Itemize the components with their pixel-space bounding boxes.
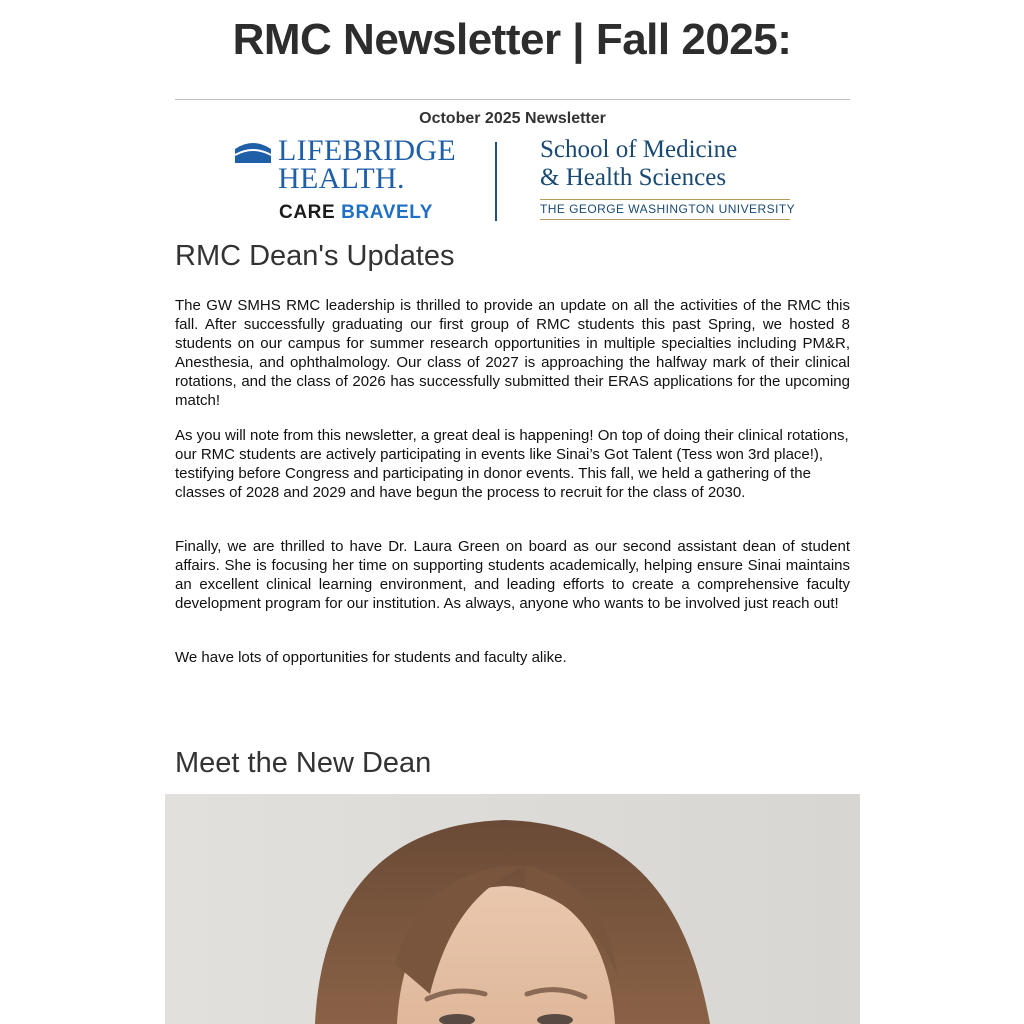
paragraph-opportunities: We have lots of opportunities for students and faculty alike.: [175, 649, 567, 666]
tagline-bravely: BRAVELY: [341, 202, 433, 223]
gw-logo-rule-top: [540, 199, 790, 200]
paragraph-activities: [175, 426, 850, 502]
section-heading-deans-updates: RMC Dean's Updates: [175, 240, 455, 272]
title-divider: [175, 99, 850, 100]
dean-portrait-image: [165, 794, 860, 1024]
new-dean-photo: [165, 794, 860, 1024]
paragraph-new-assistant-dean: Finally, we are thrilled to have Dr. Laura Green on board as our second assistant dean of student affairs. She is focusing her time on supporting students academically, helping ensure Sinai maintains an excellent clinical learning environment, and leading efforts to create a comprehensive faculty development program for our institution. As always, anyone who wants to be involved just reach out!: [175, 538, 850, 612]
section-heading-meet-new-dean: Meet the New Dean: [175, 747, 432, 779]
gw-university-name: THE GEORGE WASHINGTON UNIVERSITY: [540, 202, 796, 216]
lifebridge-tagline: [279, 201, 433, 225]
page-title: RMC Newsletter | Fall 2025:: [232, 15, 792, 64]
gw-logo-line1: School of Medicine: [540, 136, 738, 163]
paragraph-intro: The GW SMHS RMC leadership is thrilled to provide an update on all the activities of the RMC this fall. After successfully graduating our first group of RMC students this past Spring, we hosted 8 students on our campus for summer research opportunities in multiple specialties including PM&R, Anesthesia, and ophthalmology. Our class of 2027 is approaching the halfway mark of their clinical rotations, and the class of 2026 has successfully submitted their ERAS applications for the upcoming match!: [175, 297, 850, 409]
tagline-care: CARE: [279, 202, 336, 223]
lifebridge-wordmark-line1: LIFEBRIDGE: [278, 134, 456, 167]
lifebridge-arch-icon: [235, 141, 271, 163]
logo-separator: [495, 142, 497, 221]
gw-logo-line2: & Health Sciences: [540, 164, 727, 191]
paragraph-activities-end: our RMC students are actively participating in events like Sinai’s Got Talent (Tess won 3rd place!), testifying before Congress and participating in donor events. This fall, we held a gathering of the classes of 2028 and 2029 and have begun the process to recruit for the class of 2030.: [175, 446, 824, 501]
lifebridge-wordmark-line2: HEALTH.: [278, 162, 405, 195]
paragraph-activities-start: As you will note from this newsletter, a great deal is happening! On top of doing their clinical rotations,: [175, 427, 849, 444]
newsletter-date-subtitle: October 2025 Newsletter: [419, 110, 606, 127]
gw-logo-rule-bottom: [540, 219, 790, 220]
